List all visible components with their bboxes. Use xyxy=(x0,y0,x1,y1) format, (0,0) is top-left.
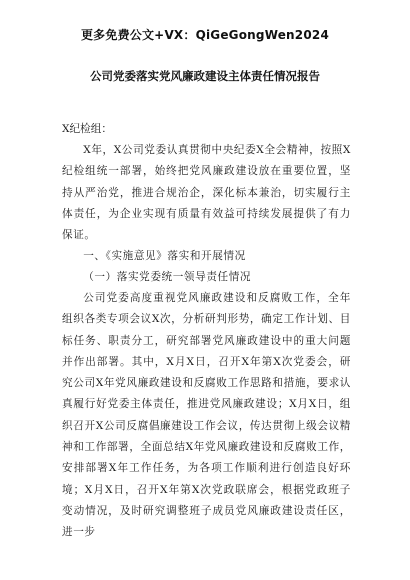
subsection-paragraph: 公司党委高度重视党风廉政建设和反腐败工作，全年组织各类专项会议X次，分析研判形势，确定工作计划、目标任务、职责分工，研究部署党风廉政建设中的重大问题并作出部署。其中，X月X日，召开X年第X次党委会，研究公司X年党风廉政建设和反腐败工作思路和措施，要求认真履行好党委主体责任，推进党风廉政建设；X月X日，组织召开X公司反腐倡廉建设工作会议，传达贯彻上级会议精神和工作部署，全面总结X年党风廉政建设和反腐败工作，安排部署X年工作任务，为各项工作顺利进行创造良好环境；X月X日，召开X年第X次党政联席会，根据党政班子变动情况，及时研究调整班子成员党风廉政建设责任区，进一步 xyxy=(62,292,351,539)
document-title: 公司党委落实党风廉政建设主体责任情况报告 xyxy=(90,69,320,83)
section-heading-block xyxy=(62,246,351,267)
intro-paragraph-block xyxy=(62,140,351,246)
subsection-heading-block xyxy=(62,267,351,288)
intro-paragraph: X年，X公司党委认真贯彻中央纪委X全会精神，按照X纪检组统一部署，始终把党风廉政建设放在重要位置，坚持从严治党，推进合规治企，深化标本兼治，切实履行主体责任，为企业实现有质量有效益可持续发展提供了有力保证。 xyxy=(62,144,351,242)
section-heading: 一、《实施意见》落实和开展情况 xyxy=(83,250,246,262)
subsection-paragraph-block xyxy=(62,288,351,544)
subsection-heading: （一）落实党委统一领导责任情况 xyxy=(83,271,252,283)
salutation-text: X纪检组： xyxy=(62,123,112,135)
promo-header: 更多免费公文+VX：QiGeGongWen2024 xyxy=(80,28,329,42)
salutation xyxy=(62,119,351,140)
